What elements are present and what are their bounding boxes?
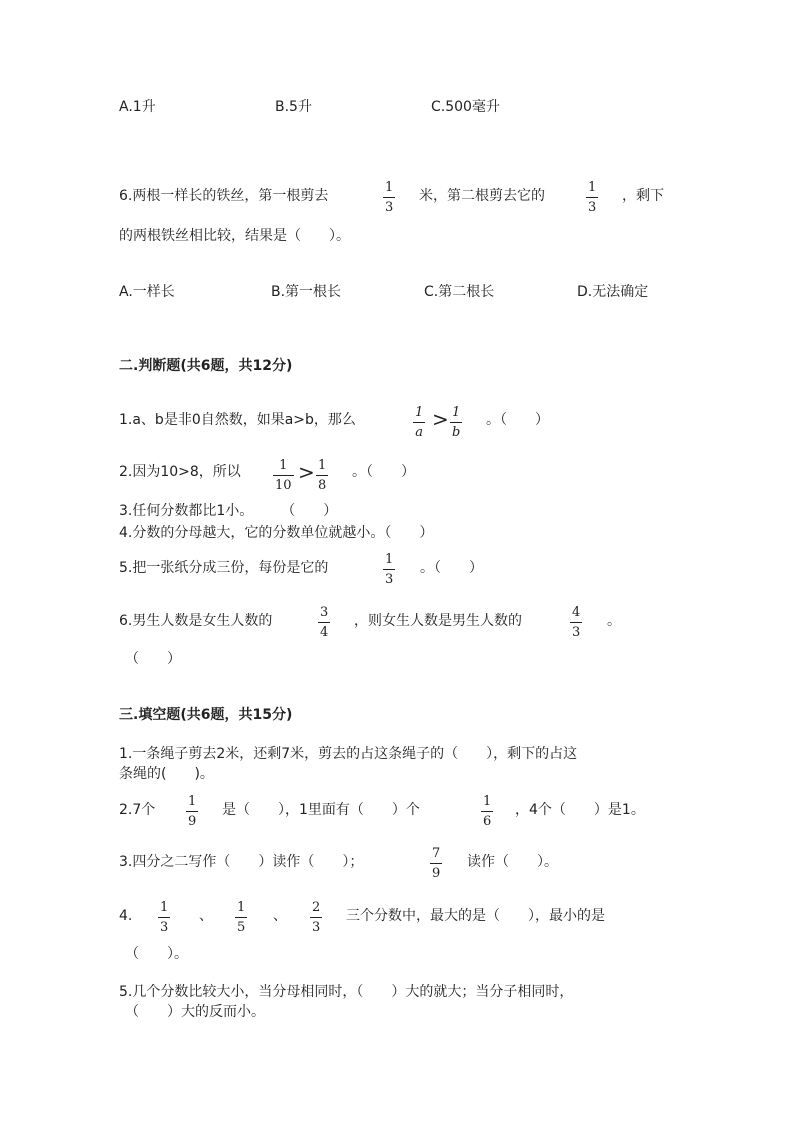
fraction-numerator: 3 xyxy=(320,605,329,620)
fill-2-fraction-1 xyxy=(186,794,198,829)
fill-2-text-a: 2.7个 xyxy=(119,802,156,818)
fraction-numerator: 1 xyxy=(385,180,394,195)
q6-option-d: D.无法确定 xyxy=(577,284,649,300)
judge-2-tail: 。（ ） xyxy=(352,464,415,480)
judge-6-fraction-2 xyxy=(570,605,582,640)
fraction-numerator: 1 xyxy=(415,405,424,420)
fraction-denominator: 4 xyxy=(318,622,330,640)
fraction-denominator: 9 xyxy=(430,863,442,881)
fraction-denominator: 3 xyxy=(310,917,322,935)
q6-text-line2: 的两根铁丝相比较，结果是（ ）。 xyxy=(119,228,350,244)
fraction-numerator: 7 xyxy=(432,846,441,861)
fill-3-fraction xyxy=(430,846,442,881)
q5-option-c: C.500毫升 xyxy=(431,99,500,115)
fill-4-fraction-3 xyxy=(310,900,322,935)
judge-4-text: 4.分数的分母越大，它的分数单位就越小。（ ） xyxy=(119,525,434,541)
q6-text-2: 米，第二根剪去它的 xyxy=(419,188,545,204)
q6-text-3: ，剩下 xyxy=(622,188,664,204)
fill-4-fraction-2 xyxy=(235,900,247,935)
fraction-numerator: 2 xyxy=(312,900,321,915)
fraction-numerator: 1 xyxy=(452,405,461,420)
section-3-heading: 三.填空题(共6题，共15分) xyxy=(119,707,293,723)
fill-4-text-b: 三个分数中，最大的是（ ），最小的是 xyxy=(346,908,605,924)
q6-text-1: 6.两根一样长的铁丝，第一根剪去 xyxy=(119,188,329,204)
fill-1-line2: 条绳的( )。 xyxy=(119,766,214,782)
fraction-denominator: 6 xyxy=(481,811,493,829)
q6-fraction-1 xyxy=(383,180,395,215)
judge-6-fraction-1 xyxy=(318,605,330,640)
judge-1-tail: 。（ ） xyxy=(486,412,549,428)
fraction-denominator: 10 xyxy=(273,475,294,493)
fraction-numerator: 1 xyxy=(279,458,288,473)
fill-2-fraction-2 xyxy=(481,794,493,829)
fraction-denominator: 3 xyxy=(383,197,395,215)
q6-fraction-2 xyxy=(586,180,598,215)
q6-option-a: A.一样长 xyxy=(119,284,175,300)
fraction-denominator: 3 xyxy=(570,622,582,640)
judge-2-fraction-a xyxy=(273,458,294,493)
fill-3-text-b: 读作（ ）。 xyxy=(467,854,558,870)
judge-3-text: 3.任何分数都比1小。 （ ） xyxy=(119,503,338,519)
fill-4-separator-1: 、 xyxy=(199,908,213,924)
fraction-denominator: 3 xyxy=(158,917,170,935)
q6-option-b: B.第一根长 xyxy=(271,284,342,300)
q5-option-b: B.5升 xyxy=(275,99,312,115)
fill-2-text-c: ，4个（ ）是1。 xyxy=(515,802,645,818)
judge-1-fraction-a xyxy=(413,405,425,440)
fill-1-line1: 1.一条绳子剪去2米，还剩7米，剪去的占这条绳子的（ ），剩下的占这 xyxy=(119,746,578,762)
judge-2-text: 2.因为10>8，所以 xyxy=(119,464,241,480)
judge-2-fraction-b xyxy=(316,458,328,493)
fill-4-fraction-1 xyxy=(158,900,170,935)
fraction-numerator: 1 xyxy=(188,794,197,809)
q6-option-c: C.第二根长 xyxy=(424,284,495,300)
fraction-numerator: 1 xyxy=(483,794,492,809)
judge-1-text: 1.a、b是非0自然数，如果a>b，那么 xyxy=(119,412,356,428)
section-2-heading: 二.判断题(共6题，共12分) xyxy=(119,358,293,374)
fraction-denominator: 3 xyxy=(586,197,598,215)
fill-3-text-a: 3.四分之二写作（ ）读作（ ）； xyxy=(119,854,364,870)
judge-5-tail: 。（ ） xyxy=(420,560,483,576)
judge-5-fraction xyxy=(383,552,395,587)
judge-6-answer-paren: （ ） xyxy=(125,651,181,667)
fill-4-separator-2: 、 xyxy=(273,908,287,924)
judge-2-greater-than: > xyxy=(298,460,315,484)
fraction-denominator: b xyxy=(450,422,462,440)
fraction-denominator: 8 xyxy=(316,475,328,493)
fraction-numerator: 1 xyxy=(237,900,246,915)
fraction-numerator: 4 xyxy=(572,605,581,620)
fraction-denominator: 5 xyxy=(235,917,247,935)
fill-5-line1: 5.几个分数比较大小，当分母相同时，（ ）大的就大；当分子相同时， xyxy=(119,984,574,1000)
judge-1-fraction-b xyxy=(450,405,462,440)
fraction-denominator: 9 xyxy=(186,811,198,829)
fraction-denominator: a xyxy=(413,422,425,440)
judge-1-greater-than: > xyxy=(432,407,449,431)
fraction-numerator: 1 xyxy=(385,552,394,567)
fill-2-text-b: 是（ ），1里面有（ ）个 xyxy=(222,802,420,818)
fill-5-line2: （ ）大的反而小。 xyxy=(125,1004,265,1020)
fill-4-line2: （ ）。 xyxy=(125,946,188,962)
judge-6-text-b: ，则女生人数是男生人数的 xyxy=(354,613,522,629)
fraction-numerator: 1 xyxy=(318,458,327,473)
fraction-numerator: 1 xyxy=(160,900,169,915)
fill-4-number: 4. xyxy=(119,908,133,924)
fraction-denominator: 3 xyxy=(383,569,395,587)
q5-option-a: A.1升 xyxy=(119,99,156,115)
judge-6-tail: 。 xyxy=(607,613,621,629)
fraction-numerator: 1 xyxy=(588,180,597,195)
judge-5-text: 5.把一张纸分成三份，每份是它的 xyxy=(119,560,329,576)
judge-6-text-a: 6.男生人数是女生人数的 xyxy=(119,613,273,629)
